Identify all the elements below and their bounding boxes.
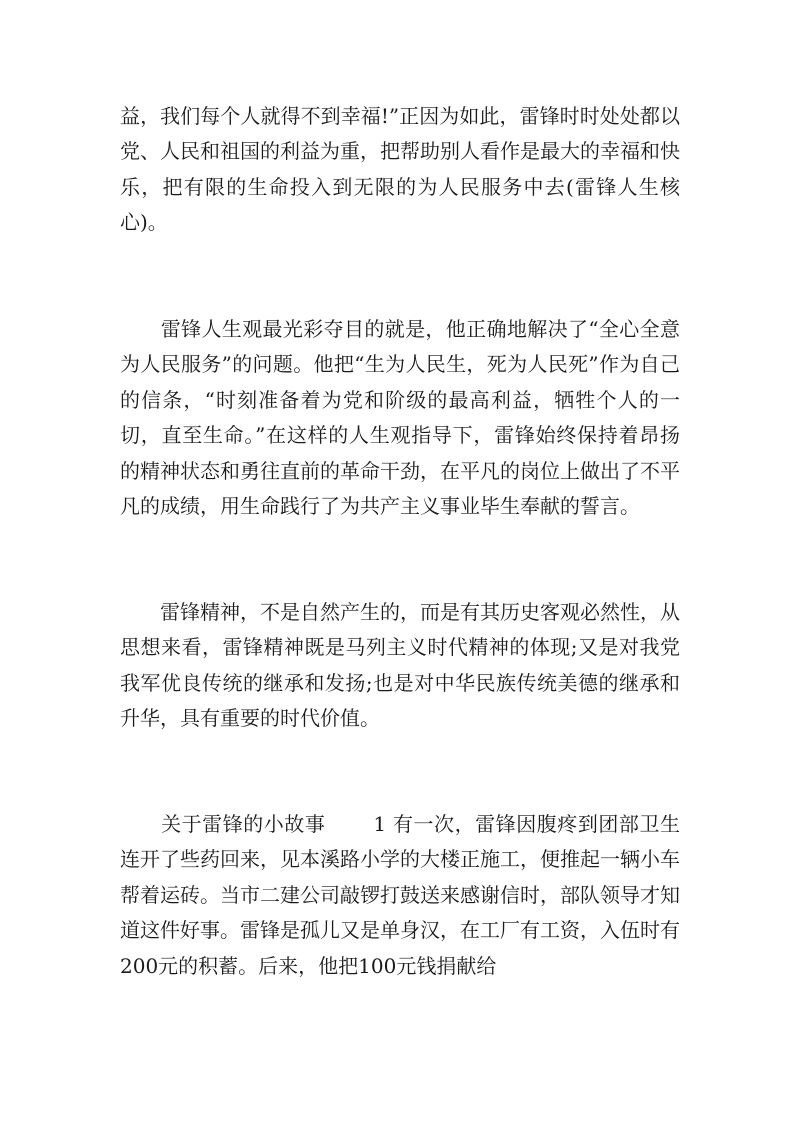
paragraph: 雷锋精神，不是自然产生的，而是有其历史客观必然性，从思想来看，雷锋精神既是马列主义时代精神的体现;又是对我党我军优良传统的继承和发扬;也是对中华民族传统美德的继承和升华，具有重要的时代价值。 (120, 600, 680, 731)
paragraph: 益，我们每个人就得不到幸福!”正因为如此，雷锋时时处处都以党、人民和祖国的利益为重，把帮助别人看作是最大的幸福和快乐，把有限的生命投入到无限的为人民服务中去(雷锋人生核心)。 (120, 104, 680, 235)
paragraph: 关于雷锋的小故事 1 有一次，雷锋因腹疼到团部卫生连开了些药回来，见本溪路小学的大楼正施工，便推起一辆小车帮着运砖。当市二建公司敲锣打鼓送来感谢信时，部队领导才知道这件好事。雷锋是孤儿又是单身汉，在工厂有工资，入伍时有200元的积蓄。后来，他把100元钱捐献给 (120, 812, 680, 978)
paragraph: 雷锋人生观最光彩夺目的就是，他正确地解决了“全心全意为人民服务”的问题。他把“生为人民生，死为人民死”作为自己的信条，“时刻准备着为党和阶级的最高利益，牺牲个人的一切，直至生命。”在这样的人生观指导下，雷锋始终保持着昂扬的精神状态和勇往直前的革命干劲，在平凡的岗位上做出了不平凡的成绩，用生命践行了为共产主义事业毕生奉献的誓言。 (120, 317, 680, 519)
